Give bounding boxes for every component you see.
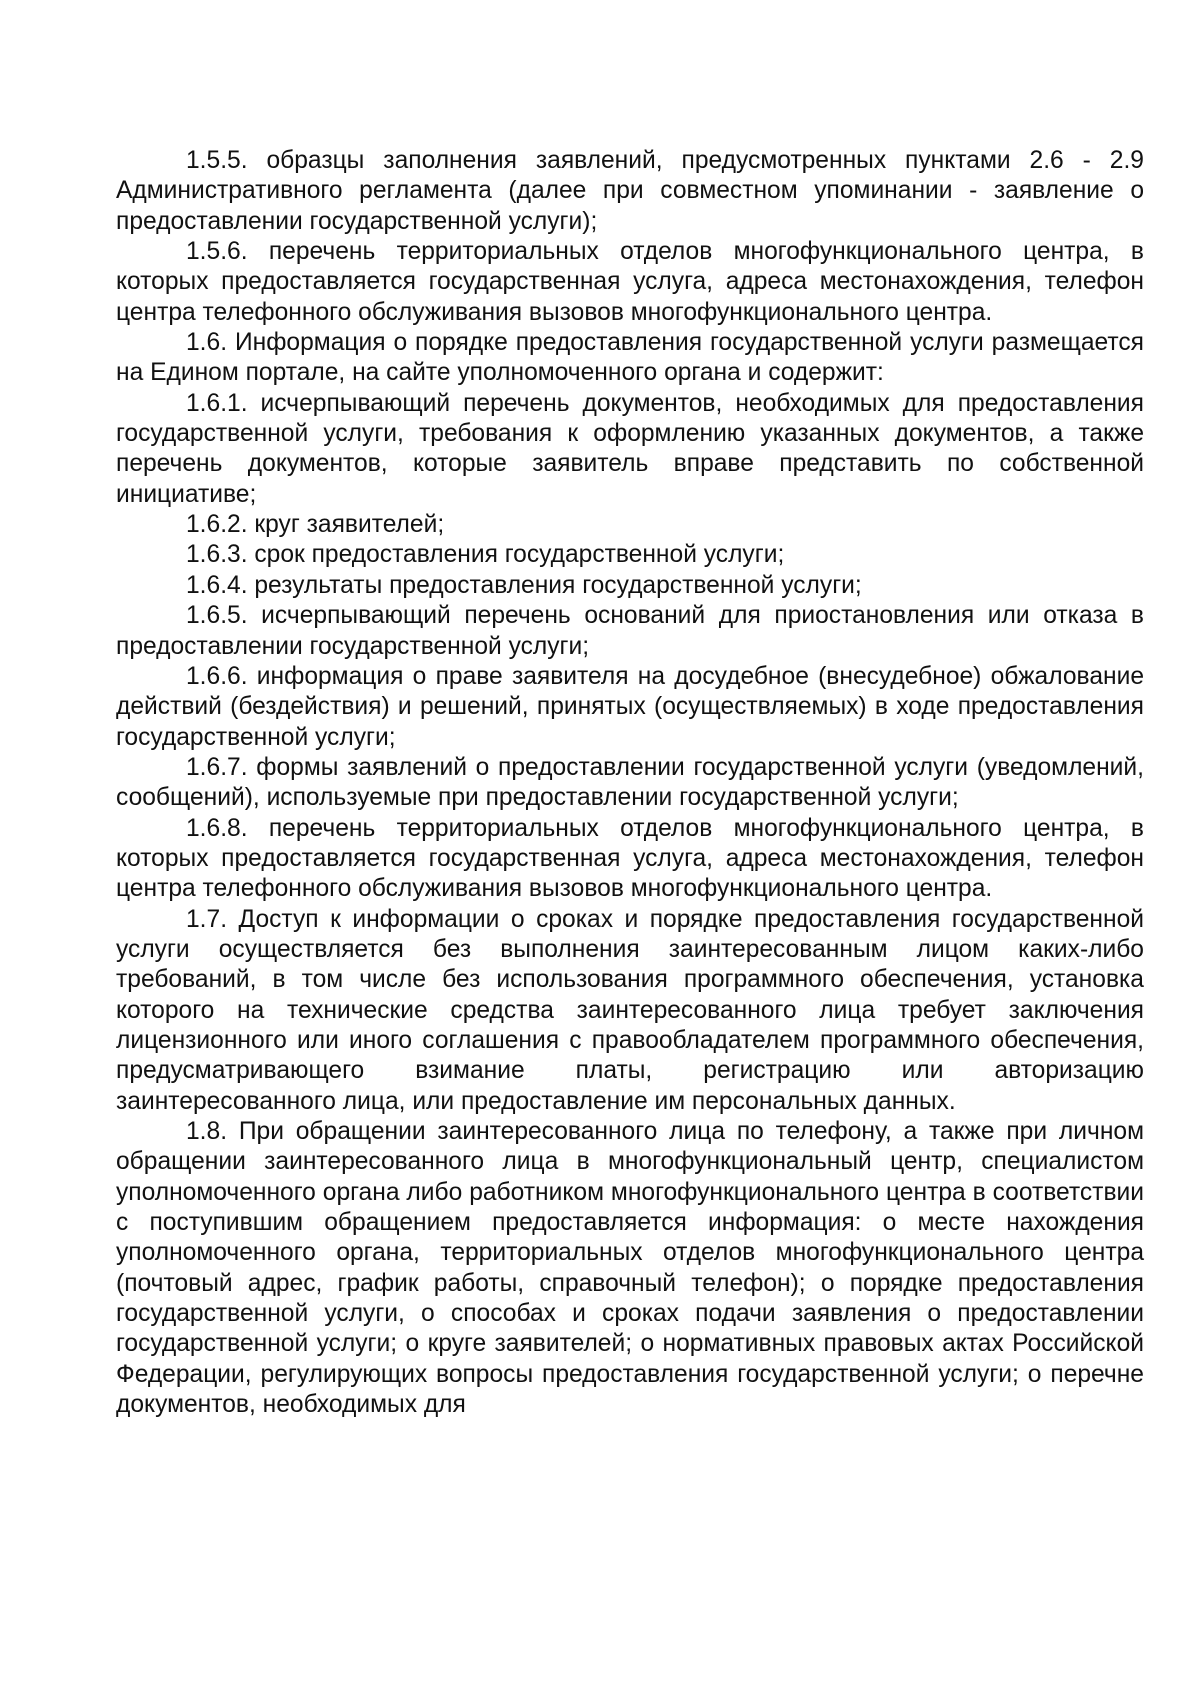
document-body [116,146,1144,1420]
paragraph-1-6-2: 1.6.2. круг заявителей; [186,511,445,539]
paragraph-1-8: 1.8. При обращении заинтересованного лица по телефону, а также при личном обращении заинтересованного лица в многофункциональный центр, специалистом уполномоченного органа либо работником многофункционального центра в соответствии с поступившим обращением предоставляется информация: о месте нахождения уполномоченного органа, территориальных отделов многофункционального центра (почтовый адрес, график работы, справочный телефон); о порядке предоставления государственной услуги, о способах и сроках подачи заявления о предоставлении государственной услуги; о круге заявителей; о нормативных правовых актах Российской Федерации, регулирующих вопросы предоставления государственной услуги; о перечне документов, необходимых для [116,1118,1144,1419]
paragraph-1-6-7: 1.6.7. формы заявлений о предоставлении государственной услуги (уведомлений, сообщений), используемые при предоставлении государственной услуги; [116,753,1144,812]
paragraph-1-6-8: 1.6.8. перечень территориальных отделов многофункционального центра, в которых предоставляется государственная услуга, адреса местонахождения, телефон центра телефонного обслуживания вызовов многофункционального центра. [116,814,1144,903]
paragraph-1-6-3: 1.6.3. срок предоставления государственной услуги; [186,541,785,569]
paragraph-1-6-1: 1.6.1. исчерпывающий перечень документов, необходимых для предоставления государственной услуги, требования к оформлению указанных документов, а также перечень документов, которые заявитель вправе представить по собственной инициативе; [116,389,1144,508]
paragraph-1-6-6: 1.6.6. информация о праве заявителя на досудебное (внесудебное) обжалование действий (бездействия) и решений, принятых (осуществляемых) в ходе предоставления государственной услуги; [116,662,1144,751]
paragraph-1-6-5: 1.6.5. исчерпывающий перечень оснований для приостановления или отказа в предоставлении государственной услуги; [116,602,1144,660]
paragraph-1-7: 1.7. Доступ к информации о сроках и порядке предоставления государственной услуги осуществляется без выполнения заинтересованным лицом каких-либо требований, в том числе без использования программного обеспечения, установка которого на технические средства заинтересованного лица требует заключения лицензионного или иного соглашения с правообладателем программного обеспечения, предусматривающего взимание платы, регистрацию или авторизацию заинтересованного лица, или предоставление им персональных данных. [116,905,1144,1115]
paragraph-1-5-6: 1.5.6. перечень территориальных отделов многофункционального центра, в которых предоставляется государственная услуга, адреса местонахождения, телефон центра телефонного обслуживания вызовов многофункционального центра. [116,238,1144,326]
paragraph-1-5-5: 1.5.5. образцы заполнения заявлений, предусмотренных пунктами 2.6 - 2.9 Административного регламента (далее при совместном упоминании - заявление о предоставлении государственной услуги); [116,147,1144,235]
paragraph-1-6: 1.6. Информация о порядке предоставления государственной услуги размещается на Едином портале, на сайте уполномоченного органа и содержит: [116,329,1144,387]
paragraph-1-6-4: 1.6.4. результаты предоставления государственной услуги; [186,571,862,599]
